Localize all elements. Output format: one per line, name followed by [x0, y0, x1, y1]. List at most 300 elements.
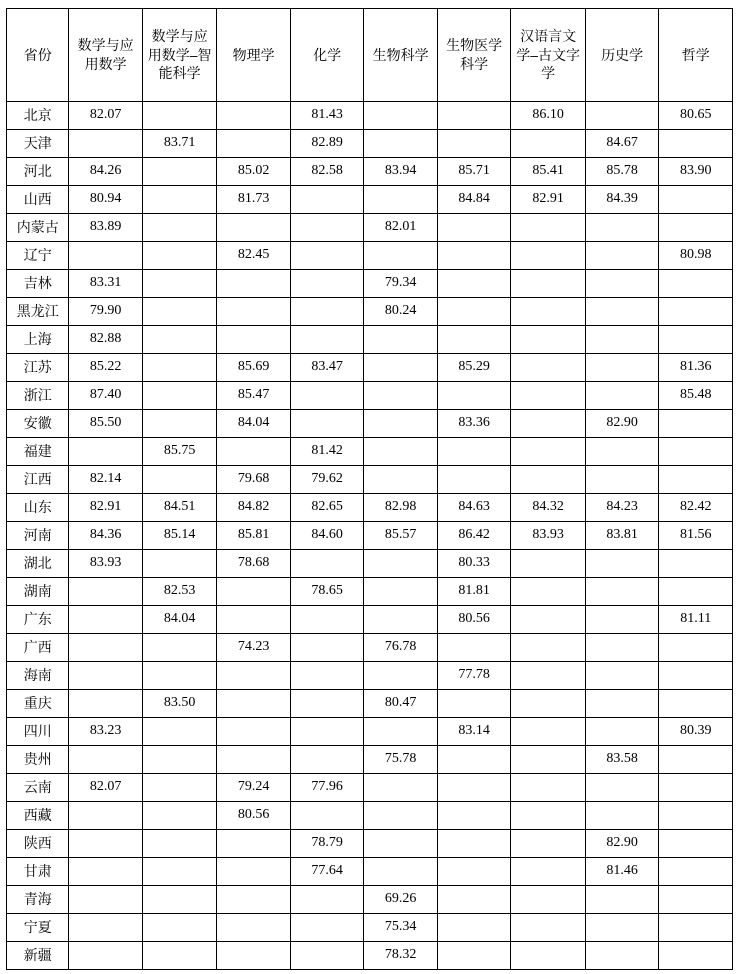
score-cell: [659, 886, 733, 914]
table-header-row: [7, 9, 733, 102]
score-cell: [659, 634, 733, 662]
score-cell: 80.39: [659, 718, 733, 746]
table-row: [7, 858, 733, 886]
score-cell: 78.79: [290, 830, 364, 858]
score-cell: [364, 830, 438, 858]
score-cell: [364, 438, 438, 466]
score-cell: 80.94: [69, 186, 143, 214]
score-cell: [511, 354, 586, 382]
score-cell: 77.96: [290, 774, 364, 802]
score-cell: [364, 662, 438, 690]
score-cell: [585, 382, 659, 410]
table-row: [7, 802, 733, 830]
score-cell: 81.46: [585, 858, 659, 886]
score-cell: 84.63: [437, 494, 511, 522]
score-cell: 84.82: [217, 494, 291, 522]
score-cell: 83.23: [69, 718, 143, 746]
score-cell: [511, 242, 586, 270]
score-cell: [69, 606, 143, 634]
score-cell: 82.90: [585, 830, 659, 858]
score-cell: 80.33: [437, 550, 511, 578]
score-cell: [364, 774, 438, 802]
score-cell: [659, 802, 733, 830]
province-cell: 山东: [7, 494, 69, 522]
score-cell: [142, 634, 217, 662]
score-cell: [511, 718, 586, 746]
score-cell: [585, 270, 659, 298]
column-header-province: 省份: [7, 9, 69, 102]
score-cell: [142, 942, 217, 970]
score-cell: [511, 914, 586, 942]
table-row: [7, 662, 733, 690]
score-cell: 82.91: [69, 494, 143, 522]
score-cell: [290, 326, 364, 354]
score-cell: [659, 410, 733, 438]
score-cell: [290, 550, 364, 578]
score-cell: [437, 298, 511, 326]
score-cell: [142, 718, 217, 746]
score-cell: [585, 718, 659, 746]
score-cell: [437, 858, 511, 886]
score-cell: [585, 298, 659, 326]
score-cell: [437, 914, 511, 942]
score-cell: 84.60: [290, 522, 364, 550]
score-cell: 83.94: [364, 158, 438, 186]
score-cell: [290, 214, 364, 242]
score-cell: 83.14: [437, 718, 511, 746]
score-cell: 82.91: [511, 186, 586, 214]
score-cell: [290, 298, 364, 326]
score-cell: [585, 942, 659, 970]
score-cell: 84.51: [142, 494, 217, 522]
score-cell: [659, 214, 733, 242]
score-cell: 82.88: [69, 326, 143, 354]
score-cell: [217, 214, 291, 242]
table-row: [7, 634, 733, 662]
column-header-history: 历史学: [585, 9, 659, 102]
score-cell: 80.56: [437, 606, 511, 634]
score-cell: 83.93: [69, 550, 143, 578]
table-row: [7, 466, 733, 494]
table-row: [7, 158, 733, 186]
score-cell: [511, 634, 586, 662]
score-cell: [364, 242, 438, 270]
score-cell: 85.78: [585, 158, 659, 186]
score-cell: [585, 802, 659, 830]
score-cell: [437, 242, 511, 270]
score-cell: [511, 942, 586, 970]
score-cell: 81.81: [437, 578, 511, 606]
score-cell: 82.07: [69, 102, 143, 130]
score-cell: [659, 746, 733, 774]
score-cell: [659, 662, 733, 690]
score-cell: [437, 326, 511, 354]
province-cell: 云南: [7, 774, 69, 802]
score-cell: [69, 634, 143, 662]
score-cell: [142, 214, 217, 242]
table-row: [7, 214, 733, 242]
score-cell: [142, 354, 217, 382]
score-cell: 83.47: [290, 354, 364, 382]
score-cell: 86.42: [437, 522, 511, 550]
table-row: [7, 438, 733, 466]
province-cell: 江西: [7, 466, 69, 494]
score-cell: [217, 690, 291, 718]
province-cell: 福建: [7, 438, 69, 466]
table-row: [7, 606, 733, 634]
score-cell: [290, 634, 364, 662]
score-cell: 85.48: [659, 382, 733, 410]
score-cell: 83.50: [142, 690, 217, 718]
province-cell: 海南: [7, 662, 69, 690]
score-cell: [290, 382, 364, 410]
score-cell: [217, 718, 291, 746]
score-cell: [511, 578, 586, 606]
score-cell: 79.24: [217, 774, 291, 802]
score-cell: 75.78: [364, 746, 438, 774]
score-cell: 78.68: [217, 550, 291, 578]
score-cell: 84.04: [142, 606, 217, 634]
score-cell: 85.02: [217, 158, 291, 186]
score-cell: 77.64: [290, 858, 364, 886]
score-cell: [511, 466, 586, 494]
score-cell: 82.89: [290, 130, 364, 158]
score-cell: [217, 858, 291, 886]
table-row: [7, 522, 733, 550]
score-cell: [585, 354, 659, 382]
score-cell: [585, 886, 659, 914]
score-cell: [217, 130, 291, 158]
score-cell: [142, 858, 217, 886]
score-cell: [659, 690, 733, 718]
score-cell: 81.73: [217, 186, 291, 214]
score-cell: [69, 802, 143, 830]
score-cell: 77.78: [437, 662, 511, 690]
score-cell: 84.39: [585, 186, 659, 214]
score-cell: 81.56: [659, 522, 733, 550]
table-head: [7, 9, 733, 102]
province-cell: 辽宁: [7, 242, 69, 270]
score-cell: [437, 270, 511, 298]
score-cell: 84.36: [69, 522, 143, 550]
score-cell: 81.36: [659, 354, 733, 382]
score-cell: 85.50: [69, 410, 143, 438]
score-cell: [69, 858, 143, 886]
score-cell: [585, 326, 659, 354]
province-cell: 陕西: [7, 830, 69, 858]
province-cell: 山西: [7, 186, 69, 214]
table-row: [7, 298, 733, 326]
table-row: [7, 494, 733, 522]
score-cell: 74.23: [217, 634, 291, 662]
score-cell: [585, 578, 659, 606]
score-cell: [364, 130, 438, 158]
score-cell: [437, 214, 511, 242]
score-cell: 82.07: [69, 774, 143, 802]
score-cell: [659, 858, 733, 886]
score-cell: 80.24: [364, 298, 438, 326]
score-cell: [217, 326, 291, 354]
score-cell: [217, 662, 291, 690]
score-cell: 80.56: [217, 802, 291, 830]
score-cell: [290, 242, 364, 270]
score-cell: [437, 382, 511, 410]
score-cell: [69, 130, 143, 158]
score-cell: [659, 130, 733, 158]
score-cell: [437, 774, 511, 802]
score-cell: [69, 914, 143, 942]
score-cell: [69, 438, 143, 466]
score-cell: 83.31: [69, 270, 143, 298]
province-cell: 青海: [7, 886, 69, 914]
score-cell: [659, 830, 733, 858]
table-row: [7, 186, 733, 214]
score-cell: [217, 746, 291, 774]
score-cell: 78.32: [364, 942, 438, 970]
score-cell: [142, 662, 217, 690]
province-cell: 北京: [7, 102, 69, 130]
score-cell: [142, 550, 217, 578]
score-cell: [437, 438, 511, 466]
score-cell: [511, 858, 586, 886]
table-row: [7, 886, 733, 914]
score-cell: [142, 466, 217, 494]
score-cell: [511, 270, 586, 298]
table-row: [7, 774, 733, 802]
score-cell: [142, 746, 217, 774]
table-row: [7, 830, 733, 858]
province-cell: 贵州: [7, 746, 69, 774]
score-cell: [142, 298, 217, 326]
score-cell: 75.34: [364, 914, 438, 942]
province-cell: 重庆: [7, 690, 69, 718]
score-cell: [217, 606, 291, 634]
score-cell: [142, 158, 217, 186]
score-cell: 82.45: [217, 242, 291, 270]
score-cell: [364, 802, 438, 830]
score-cell: [437, 802, 511, 830]
score-cell: [437, 886, 511, 914]
score-cell: [217, 270, 291, 298]
score-cell: [142, 802, 217, 830]
score-cell: 83.36: [437, 410, 511, 438]
score-cell: 84.32: [511, 494, 586, 522]
score-cell: [511, 802, 586, 830]
score-cell: [511, 550, 586, 578]
score-cell: [142, 242, 217, 270]
table-row: [7, 326, 733, 354]
column-header-biomedical-science: 生物医学科学: [437, 9, 511, 102]
score-cell: [659, 298, 733, 326]
score-cell: 85.14: [142, 522, 217, 550]
provincial-score-table: [6, 8, 733, 970]
score-cell: [659, 438, 733, 466]
score-cell: [364, 102, 438, 130]
score-cell: [364, 382, 438, 410]
score-cell: [290, 746, 364, 774]
score-cell: [511, 382, 586, 410]
score-cell: [437, 130, 511, 158]
score-cell: [511, 830, 586, 858]
score-cell: [585, 774, 659, 802]
score-cell: 82.98: [364, 494, 438, 522]
score-cell: [142, 186, 217, 214]
score-cell: [585, 214, 659, 242]
score-cell: [659, 914, 733, 942]
score-cell: [585, 690, 659, 718]
score-cell: [217, 830, 291, 858]
table-row: [7, 550, 733, 578]
score-cell: 85.69: [217, 354, 291, 382]
score-cell: 80.98: [659, 242, 733, 270]
table-row: [7, 942, 733, 970]
score-cell: [364, 186, 438, 214]
province-cell: 湖南: [7, 578, 69, 606]
province-cell: 吉林: [7, 270, 69, 298]
score-cell: [142, 410, 217, 438]
score-cell: [659, 942, 733, 970]
score-cell: [437, 634, 511, 662]
score-cell: 81.42: [290, 438, 364, 466]
score-cell: 85.71: [437, 158, 511, 186]
score-cell: [69, 690, 143, 718]
score-cell: [217, 942, 291, 970]
score-cell: [659, 466, 733, 494]
score-cell: 79.90: [69, 298, 143, 326]
score-cell: [585, 466, 659, 494]
score-cell: [364, 550, 438, 578]
table-body: [7, 102, 733, 970]
province-cell: 河北: [7, 158, 69, 186]
score-cell: [511, 298, 586, 326]
score-cell: 83.93: [511, 522, 586, 550]
table-row: [7, 410, 733, 438]
score-cell: [585, 606, 659, 634]
score-cell: [585, 102, 659, 130]
score-cell: [511, 746, 586, 774]
score-cell: 83.58: [585, 746, 659, 774]
score-cell: 81.11: [659, 606, 733, 634]
score-cell: [659, 578, 733, 606]
province-cell: 天津: [7, 130, 69, 158]
score-cell: 79.34: [364, 270, 438, 298]
score-cell: [659, 550, 733, 578]
score-cell: [659, 186, 733, 214]
score-cell: 79.68: [217, 466, 291, 494]
score-cell: [364, 354, 438, 382]
score-cell: [142, 830, 217, 858]
score-cell: 82.53: [142, 578, 217, 606]
province-cell: 安徽: [7, 410, 69, 438]
province-cell: 湖北: [7, 550, 69, 578]
score-cell: [585, 438, 659, 466]
score-cell: [69, 830, 143, 858]
column-header-physics: 物理学: [217, 9, 291, 102]
score-cell: [437, 746, 511, 774]
score-cell: [585, 914, 659, 942]
table-row: [7, 130, 733, 158]
column-header-chinese-paleography: 汉语言文学–古文字学: [511, 9, 586, 102]
score-cell: [437, 102, 511, 130]
province-cell: 四川: [7, 718, 69, 746]
score-cell: 82.01: [364, 214, 438, 242]
table-row: [7, 354, 733, 382]
score-cell: 85.75: [142, 438, 217, 466]
province-cell: 黑龙江: [7, 298, 69, 326]
score-cell: [217, 914, 291, 942]
score-cell: 76.78: [364, 634, 438, 662]
score-cell: 87.40: [69, 382, 143, 410]
province-cell: 上海: [7, 326, 69, 354]
score-cell: 79.62: [290, 466, 364, 494]
score-cell: [290, 186, 364, 214]
column-header-math-intelligent-science: 数学与应用数学–智能科学: [142, 9, 217, 102]
score-cell: [364, 578, 438, 606]
score-cell: 82.14: [69, 466, 143, 494]
score-cell: [69, 886, 143, 914]
score-cell: 83.89: [69, 214, 143, 242]
score-cell: [142, 326, 217, 354]
score-cell: [364, 858, 438, 886]
score-cell: [217, 298, 291, 326]
score-cell: [585, 634, 659, 662]
column-header-chemistry: 化学: [290, 9, 364, 102]
score-cell: 84.84: [437, 186, 511, 214]
score-cell: [511, 326, 586, 354]
score-cell: [290, 914, 364, 942]
score-cell: [142, 914, 217, 942]
score-cell: [290, 606, 364, 634]
score-cell: [364, 718, 438, 746]
score-cell: [217, 438, 291, 466]
score-cell: [290, 942, 364, 970]
province-cell: 新疆: [7, 942, 69, 970]
column-header-philosophy: 哲学: [659, 9, 733, 102]
score-cell: 85.47: [217, 382, 291, 410]
score-cell: [437, 466, 511, 494]
score-cell: [217, 886, 291, 914]
score-cell: [142, 270, 217, 298]
province-cell: 广西: [7, 634, 69, 662]
score-cell: [585, 242, 659, 270]
score-cell: 86.10: [511, 102, 586, 130]
score-cell: [142, 382, 217, 410]
score-cell: [511, 438, 586, 466]
column-header-math-applied-math: 数学与应用数学: [69, 9, 143, 102]
score-cell: 85.29: [437, 354, 511, 382]
score-cell: [217, 578, 291, 606]
score-cell: [290, 410, 364, 438]
province-cell: 江苏: [7, 354, 69, 382]
score-cell: [585, 550, 659, 578]
score-cell: [437, 690, 511, 718]
score-cell: 85.41: [511, 158, 586, 186]
score-cell: 80.47: [364, 690, 438, 718]
score-cell: 83.90: [659, 158, 733, 186]
score-cell: [511, 774, 586, 802]
score-cell: 85.22: [69, 354, 143, 382]
score-cell: [364, 410, 438, 438]
score-cell: 83.71: [142, 130, 217, 158]
province-cell: 广东: [7, 606, 69, 634]
table-row: [7, 914, 733, 942]
score-cell: [364, 606, 438, 634]
score-cell: 80.65: [659, 102, 733, 130]
table-row: [7, 718, 733, 746]
table-row: [7, 382, 733, 410]
score-cell: [511, 214, 586, 242]
score-cell: [511, 886, 586, 914]
